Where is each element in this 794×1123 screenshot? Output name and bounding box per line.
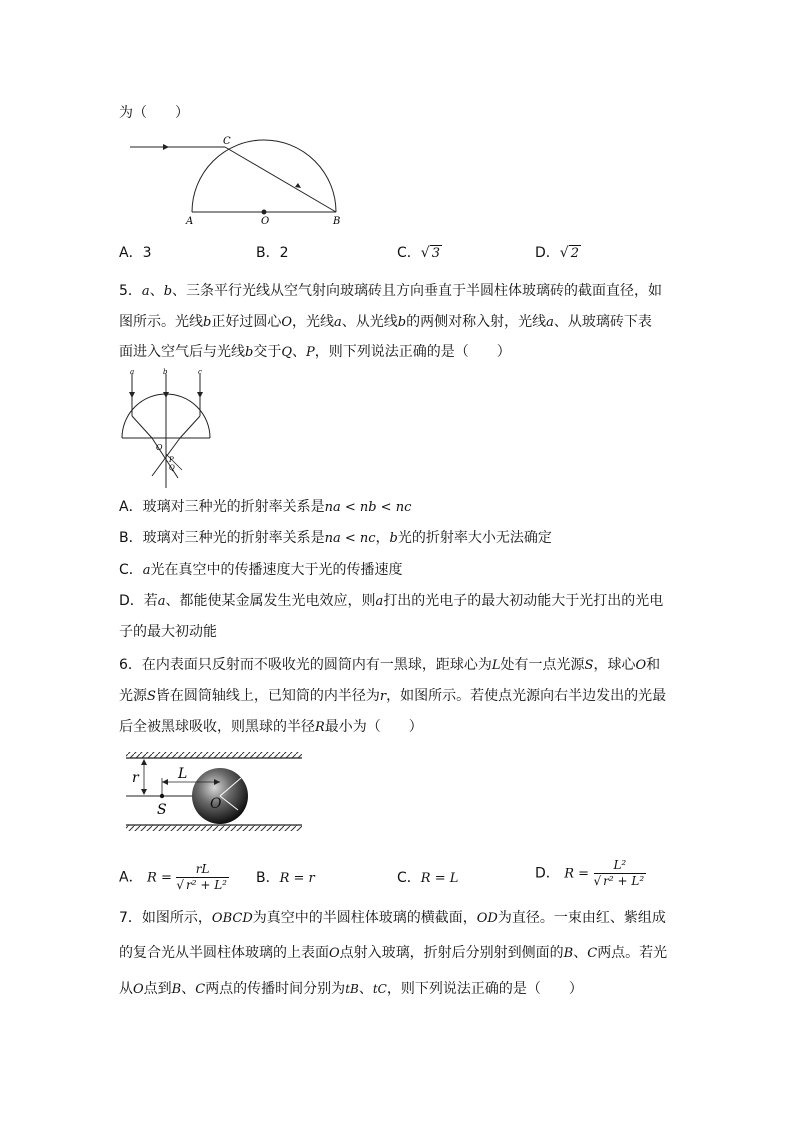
q6-option-d-denominator: r² + L² <box>603 874 645 888</box>
q4-option-c-label: C． <box>397 245 421 261</box>
q4-option-c[interactable] <box>397 243 442 264</box>
q5-stem-line-3: 面进入空气后与光线b交于Q、P，则下列说法正确的是（ ） <box>119 344 511 360</box>
q5-label-c: c <box>198 368 202 376</box>
q6-label-L: L <box>178 766 188 782</box>
q6-arrow-icon-down <box>141 789 147 795</box>
q5-label-Q: Q <box>169 464 175 472</box>
q5-stem-line-1: 5．a、b、三条平行光线从空气射向玻璃砖且方向垂直于半圆柱体玻璃砖的截面直径，如 <box>119 283 663 299</box>
q5-option-a[interactable]: A．玻璃对三种光的折射率关系是na < nb < nc <box>119 499 412 515</box>
q7-stem-line-1: 7．如图所示，OBCD为真空中的半圆柱体玻璃的横截面，OD为直径。一束由红、紫组成 <box>119 910 666 926</box>
sqrt-icon: √ <box>420 245 430 261</box>
q6-label-S: S <box>157 802 167 818</box>
q6-arrow-icon-left <box>162 779 168 785</box>
q6-stem-line-2: 光源S皆在圆筒轴线上，已知筒的内半径为r，如图所示。若使点光源向右半边发出的光最 <box>119 688 667 704</box>
q6-option-a[interactable]: A． R = $\frac{rL}{\text{√ r² + L²}}$ <box>119 862 227 892</box>
q4-label-O: O <box>261 216 270 227</box>
sqrt-icon: √ <box>176 878 184 892</box>
q6-option-c[interactable]: C．R = L <box>397 870 459 886</box>
sqrt-icon: √ <box>593 874 602 888</box>
q6-figure <box>122 748 306 838</box>
q4-label-C: C <box>223 136 231 147</box>
q5-label-O: O <box>156 443 163 452</box>
q6-stem-line-1: 6．在内表面只反射而不吸收光的圆筒内有一黑球，距球心为L处有一点光源S，球心O和 <box>119 657 661 673</box>
q4-label-A: A <box>186 216 194 227</box>
q5-arrow-icon-a <box>129 392 135 398</box>
q4-option-c-radicand: 3 <box>431 246 440 261</box>
q6-top-hatch <box>126 752 302 758</box>
q7-stem-line-2: 的复合光从半圆柱体玻璃的上表面O点射入玻璃，折射后分别射到侧面的B、C两点。若光 <box>119 945 668 961</box>
q5-label-a: a <box>130 368 135 376</box>
q5-option-d[interactable]: D．若a、都能使某金属发生光电效应，则a打出的光电子的最大初动能大于光打出的光电 <box>119 593 664 609</box>
q4-label-B: B <box>333 216 341 227</box>
q4-option-d-label: D． <box>535 245 560 261</box>
q5-option-b[interactable]: B．玻璃对三种光的折射率关系是na < nc，b光的折射率大小无法确定 <box>119 530 552 546</box>
q4-refracted-ray <box>225 147 336 212</box>
q5-label-P: P <box>169 456 174 464</box>
q6-light-source <box>160 794 164 798</box>
q5-ray-a-inside <box>132 416 152 438</box>
q4-option-b[interactable]: B．2 <box>256 245 289 261</box>
q5-arrow-icon-c <box>197 392 203 398</box>
q5-arrow-icon-b <box>163 392 169 398</box>
q6-bottom-hatch <box>126 825 302 831</box>
q6-label-r: r <box>132 770 139 786</box>
q4-semicircle <box>192 140 336 212</box>
q5-stem-line-2: 图所示。光线b正好过圆心O，光线a、从光线b的两侧对称入射，光线a、从玻璃砖下表 <box>119 314 652 330</box>
q5-option-d-line-2: 子的最大初动能 <box>119 624 217 640</box>
q6-option-a-denominator: r² + L² <box>185 878 227 892</box>
q6-option-b[interactable]: B．R = r <box>256 870 315 886</box>
sqrt-icon: √ <box>559 245 569 261</box>
q5-option-c[interactable]: C．a光在真空中的传播速度大于光的传播速度 <box>119 562 403 578</box>
q6-label-O: O <box>210 796 222 812</box>
q4-option-d-radicand: 2 <box>570 246 579 261</box>
q4-stem-tail: 为（ ） <box>119 105 189 121</box>
q7-stem-line-3: 从O点到B、C两点的传播时间分别为tB、tC，则下列说法正确的是（ ） <box>119 981 583 997</box>
q6-stem-line-3: 后全被黑球吸收，则黑球的半径R最小为（ ） <box>119 719 423 735</box>
q4-arrow-icon-2 <box>295 183 301 188</box>
q6-arrow-icon-up <box>141 759 147 765</box>
q5-figure <box>118 366 218 492</box>
q4-arrow-icon <box>163 144 169 150</box>
q6-option-d-numerator: L² <box>594 858 647 874</box>
q6-option-d[interactable]: D． R = $\frac{\text{L²}}{\text{√ r² + L²}}$ <box>535 858 645 888</box>
q5-label-b: b <box>163 368 168 376</box>
q4-center-dot <box>262 210 267 215</box>
q5-ray-c-inside <box>180 416 200 438</box>
q4-figure <box>125 132 355 228</box>
q4-option-a[interactable]: A．3 <box>119 245 152 261</box>
q4-option-d[interactable] <box>535 243 581 264</box>
q6-option-a-numerator: rL <box>176 862 229 878</box>
